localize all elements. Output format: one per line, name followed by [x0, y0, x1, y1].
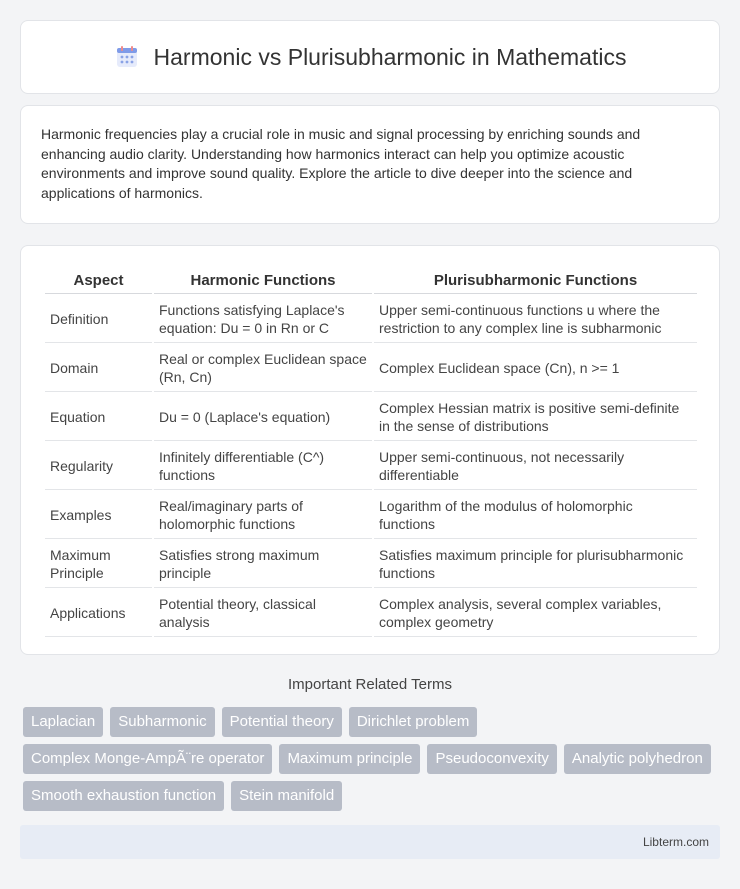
intro-text: Harmonic frequencies play a crucial role in music and signal processing by enriching sounds and enhancing audio clarity. Understanding how harmonics interact can help you optimize acoustic environments and improve sound quality. Explore the article to dive deeper into the science and applications of harmonics.	[41, 126, 641, 201]
table-cell-aspect: Domain	[45, 345, 152, 392]
table-cell-harmonic: Satisfies strong maximum principle	[154, 541, 372, 588]
comparison-table	[43, 266, 699, 639]
table-cell-aspect: Definition	[45, 296, 152, 343]
tag-pseudoconvexity[interactable]: Pseudoconvexity	[427, 744, 556, 774]
footer-site-link[interactable]: Libterm.com	[642, 835, 709, 849]
tag-smooth-exhaustion-function[interactable]: Smooth exhaustion function	[23, 781, 224, 811]
tag-dirichlet-problem[interactable]: Dirichlet problem	[349, 707, 478, 737]
tag-maximum-principle[interactable]: Maximum principle	[279, 744, 420, 774]
tag-potential-theory[interactable]: Potential theory	[222, 707, 342, 737]
table-cell-plurisubharmonic: Upper semi-continuous, not necessarily differentiable	[374, 443, 697, 490]
table-cell-aspect: Applications	[45, 590, 152, 637]
table-cell-aspect: Examples	[45, 492, 152, 539]
tag-complex-monge-ampere-operator[interactable]: Complex Monge-AmpÃ¨re operator	[23, 744, 272, 774]
page-title: Harmonic vs Plurisubharmonic in Mathematics	[153, 43, 627, 70]
footer	[20, 825, 720, 859]
comparison-card	[20, 245, 720, 655]
table-cell-plurisubharmonic: Upper semi-continuous functions u where the restriction to any complex line is subharmonic	[374, 296, 697, 343]
column-header-plurisubharmonic: Plurisubharmonic Functions	[374, 268, 697, 294]
calendar-grid-icon	[114, 44, 140, 70]
related-terms-list	[23, 707, 723, 811]
table-row	[45, 590, 697, 637]
table-cell-harmonic: Du = 0 (Laplace's equation)	[154, 394, 372, 441]
table-cell-plurisubharmonic: Complex Euclidean space (Cn), n >= 1	[374, 345, 697, 392]
tag-analytic-polyhedron[interactable]: Analytic polyhedron	[564, 744, 711, 774]
table-row	[45, 443, 697, 490]
table-cell-harmonic: Infinitely differentiable (C^) functions	[154, 443, 372, 490]
table-cell-harmonic: Functions satisfying Laplace's equation: Du = 0 in Rn or C	[154, 296, 372, 343]
tag-laplacian[interactable]: Laplacian	[23, 707, 103, 737]
column-header-aspect: Aspect	[45, 268, 152, 294]
table-cell-aspect: Equation	[45, 394, 152, 441]
table-header-row	[45, 268, 697, 294]
header-card	[20, 20, 720, 94]
tag-subharmonic[interactable]: Subharmonic	[110, 707, 214, 737]
table-cell-plurisubharmonic: Complex Hessian matrix is positive semi-definite in the sense of distributions	[374, 394, 697, 441]
related-terms-title: Important Related Terms	[288, 676, 452, 693]
tag-stein-manifold[interactable]: Stein manifold	[231, 781, 342, 811]
table-row	[45, 394, 697, 441]
table-row	[45, 296, 697, 343]
intro-card	[20, 105, 720, 224]
table-cell-plurisubharmonic: Satisfies maximum principle for plurisubharmonic functions	[374, 541, 697, 588]
table-cell-harmonic: Potential theory, classical analysis	[154, 590, 372, 637]
table-row	[45, 492, 697, 539]
table-row	[45, 345, 697, 392]
column-header-harmonic: Harmonic Functions	[154, 268, 372, 294]
table-cell-aspect: Regularity	[45, 443, 152, 490]
table-row	[45, 541, 697, 588]
table-cell-harmonic: Real or complex Euclidean space (Rn, Cn)	[154, 345, 372, 392]
table-cell-harmonic: Real/imaginary parts of holomorphic functions	[154, 492, 372, 539]
table-cell-plurisubharmonic: Complex analysis, several complex variables, complex geometry	[374, 590, 697, 637]
table-cell-aspect: Maximum Principle	[45, 541, 152, 588]
table-cell-plurisubharmonic: Logarithm of the modulus of holomorphic functions	[374, 492, 697, 539]
